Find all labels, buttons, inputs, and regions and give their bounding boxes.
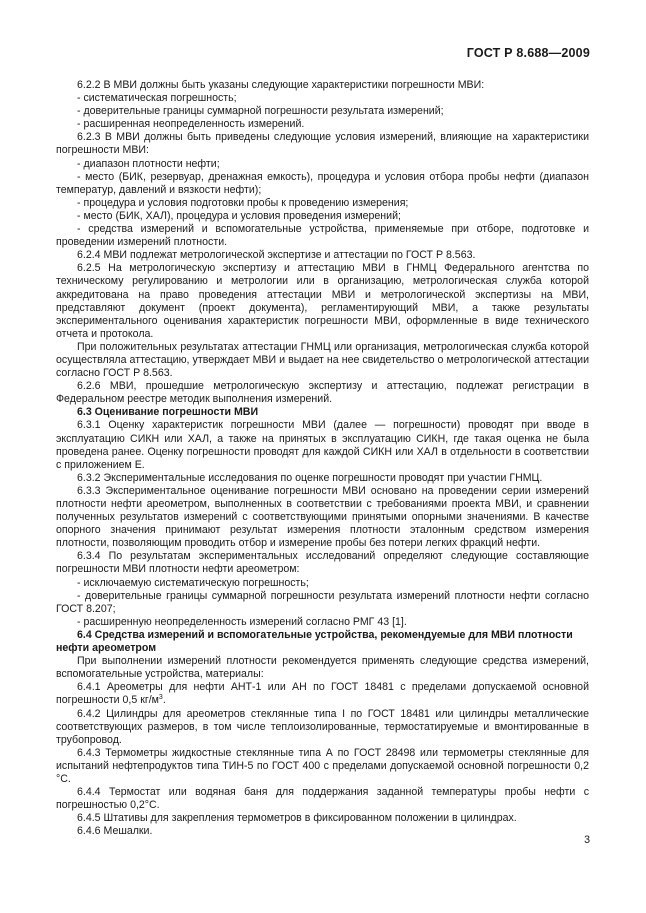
- paragraph: [56, 616, 589, 629]
- paragraph-text: 6.4.6 Мешалки.: [77, 825, 153, 838]
- paragraph: [56, 655, 589, 681]
- paragraph-text: 6.2.6 МВИ, прошедшие метрологическую экспертизу и аттестацию, подлежат регистрации в Федеральном реестре методик выполнения измерений.: [56, 380, 589, 406]
- paragraph: [56, 79, 589, 92]
- paragraph: [56, 197, 589, 210]
- page-number: 3: [584, 834, 590, 846]
- paragraph: [56, 171, 589, 197]
- paragraph-text: 6.4 Средства измерений и вспомогательные устройства, рекомендуемые для МВИ плотности нефти ареометром: [56, 628, 573, 655]
- paragraph-text: - расширенную неопределенность измерений согласно РМГ 43 [1].: [77, 615, 407, 628]
- paragraph: [56, 131, 589, 157]
- standard-header: ГОСТ Р 8.688—2009: [466, 46, 590, 60]
- paragraph-text: При положительных результатах аттестации ГНМЦ или организация, метрологическая служба которой осуществляла аттестацию, утверждает МВИ и выдает на нее свидетельство о метрологической аттестации согласно ГОСТ Р 8.563.: [56, 340, 589, 380]
- paragraph-text: 6.4.2 Цилиндры для ареометров стеклянные типа I по ГОСТ 18481 или цилиндры металлические соответствующих размеров, в том числе теплоизолированные, термостатируемые и вмонтированные в трубопровод.: [56, 707, 589, 746]
- paragraph: [56, 577, 589, 590]
- paragraph: [56, 747, 589, 786]
- paragraph-text: 6.4.1 Ареометры для нефти АНТ-1 или АН по ГОСТ 18481 с пределами допускаемой основной погрешности 0,5 кг/м: [56, 681, 589, 707]
- paragraph: [56, 472, 589, 485]
- paragraph-text: - место (БИК, ХАЛ), процедура и условия проведения измерений;: [77, 209, 401, 222]
- paragraph: [56, 249, 589, 262]
- paragraph-text: - диапазон плотности нефти;: [77, 157, 220, 170]
- paragraph: [56, 681, 589, 707]
- paragraph: [56, 485, 589, 550]
- paragraph-text: - расширенная неопределенность измерений.: [77, 118, 305, 131]
- paragraph: [56, 223, 589, 249]
- paragraph-text: 6.3.1 Оценку характеристик погрешности МВИ (далее — погрешности) проводят при вводе в эксплуатацию СИКН или ХАЛ, а также на принятых в эксплуатацию СИКН, где такая оценка не была проведена ранее. Оценку погрешности проводят для каждой СИКН или ХАЛ в отдельности в соответствии с приложением Е.: [56, 419, 589, 471]
- paragraph-text: 6.4.5 Штативы для закрепления термометров в фиксированном положении в цилиндрах.: [77, 812, 517, 825]
- paragraph-text: 6.2.4 МВИ подлежат метрологической экспертизе и аттестации по ГОСТ Р 8.563.: [77, 249, 476, 262]
- section-heading: [56, 629, 589, 655]
- paragraph-text: - место (БИК, резервуар, дренажная емкость), процедура и условия отбора пробы нефти (диапазон температур, давлений и вязкости нефти);: [56, 170, 589, 196]
- paragraph-text: 6.4.4 Термостат или водяная баня для поддержания заданной температуры пробы нефти с погрешностью 0,2°С.: [56, 786, 589, 812]
- paragraph: [56, 92, 589, 105]
- paragraph: [56, 118, 589, 131]
- paragraph: [56, 825, 589, 838]
- paragraph-text: 6.3 Оценивание погрешности МВИ: [77, 406, 259, 419]
- paragraph: [56, 419, 589, 471]
- paragraph-text: - исключаемую систематическую погрешность;: [77, 576, 309, 589]
- paragraph-text: 6.4.3 Термометры жидкостные стеклянные типа А по ГОСТ 28498 или термометры стеклянные для испытаний нефтепродуктов типа ТИН-5 по ГОСТ 400 с пределами допускаемой основной погрешности 0,2 °С.: [56, 746, 589, 785]
- paragraph: [56, 708, 589, 747]
- paragraph-tail: .: [162, 694, 166, 707]
- paragraph: [56, 786, 589, 812]
- paragraph-text: 6.3.4 По результатам экспериментальных исследований определяют следующие составляющие погрешности МВИ плотности нефти ареометром:: [56, 550, 589, 576]
- paragraph: [56, 158, 589, 171]
- paragraph-text: - доверительные границы суммарной погрешности результата измерений плотности нефти согласно ГОСТ 8.207;: [56, 589, 589, 615]
- paragraph: [56, 590, 589, 616]
- paragraph: [56, 812, 589, 825]
- paragraph-text: - систематическая погрешность;: [77, 92, 237, 105]
- paragraph-text: 6.2.5 На метрологическую экспертизу и аттестацию МВИ в ГНМЦ Федерального агентства по техническому регулированию и метрологии или в организацию, метрологическая служба которой аккредитована на право проведения аттестации МВИ и метрологической экспертизы на МВИ, представляют документ (проект документа), регламентирующий МВИ, а также результаты экспериментального оценивания характеристик погрешности МВИ, оформленные в виде технического отчета и протокола.: [56, 262, 589, 340]
- superscript: 3: [158, 694, 163, 702]
- paragraph-text: 6.3.3 Экспериментальное оценивание погрешности МВИ основано на проведении серии измерений плотности нефти ареометром, выполненных в соответствии с требованиями проекта МВИ, и сравнении полученных результатов измерений с соответствующими принятыми опорными значениями. В качестве опорного значения принимают результат измерения плотности эталонным средством измерения плотности, позволяющим проводить отбор и измерение пробы без потери легких фракций нефти.: [56, 484, 589, 550]
- section-heading: [56, 406, 589, 419]
- paragraph: [56, 341, 589, 380]
- paragraph-text: - процедура и условия подготовки пробы к проведению измерения;: [77, 196, 409, 209]
- paragraph-text: 6.2.3 В МВИ должны быть приведены следующие условия измерений, влияющие на характеристики погрешности МВИ:: [56, 131, 589, 157]
- paragraph-text: - доверительные границы суммарной погрешности результата измерений;: [77, 105, 444, 118]
- document-body: [56, 79, 589, 838]
- paragraph-text: 6.2.2 В МВИ должны быть указаны следующие характеристики погрешности МВИ:: [77, 79, 485, 91]
- paragraph: [56, 210, 589, 223]
- paragraph: [56, 262, 589, 341]
- paragraph-text: При выполнении измерений плотности рекомендуется применять следующие средства измерений, вспомогательные устройства, материалы:: [56, 655, 589, 681]
- paragraph: [56, 105, 589, 118]
- paragraph-text: - средства измерений и вспомогательные устройства, применяемые при отборе, подготовке и проведении измерений плотности.: [56, 223, 589, 249]
- paragraph: [56, 380, 589, 406]
- paragraph: [56, 550, 589, 576]
- paragraph-text: 6.3.2 Экспериментальные исследования по оценке погрешности проводят при участии ГНМЦ.: [77, 471, 543, 484]
